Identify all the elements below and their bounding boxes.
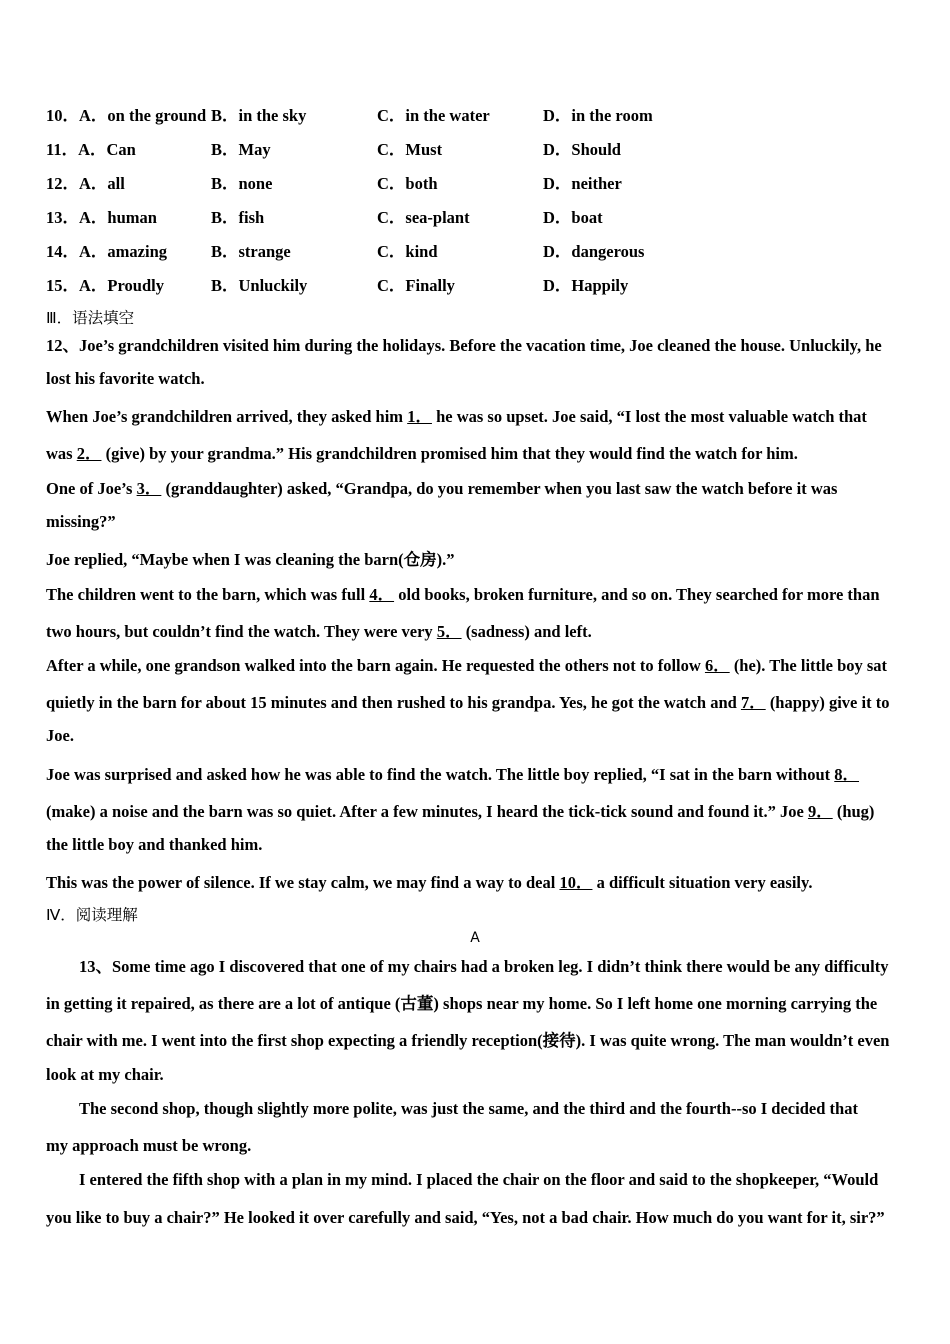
blank-9: 9． (807, 802, 833, 821)
reading-line: I entered the fifth shop with a plan in my mind. I placed the chair on the floor and said to the shopkeeper, “Would (79, 1170, 879, 1189)
option-a: 13．A．human (46, 208, 157, 227)
option-b: B．strange (211, 242, 291, 261)
passage-label: A (470, 930, 480, 946)
section-heading-reading: Ⅳ．阅读理解 (46, 906, 138, 924)
blank-3: 3． (136, 479, 162, 498)
grammar-line: quietly in the barn for about 15 minutes and then rushed to his grandpa. Yes, he got the watch and 7． (happy) give it to (46, 693, 890, 712)
option-row-15 (46, 272, 906, 295)
option-a: 14．A．amazing (46, 242, 167, 261)
grammar-line: Joe was surprised and asked how he was able to find the watch. The little boy replied, “I sat in the barn without 8． (46, 765, 860, 784)
reading-line: chair with me. I went into the first shop expecting a friendly reception(接待). I was quite wrong. The man wouldn’t even (46, 1031, 890, 1050)
option-c: C．in the water (377, 106, 490, 125)
option-b: B．May (211, 140, 271, 159)
blank-1: 1． (407, 407, 432, 426)
option-c: C．both (377, 174, 438, 193)
reading-line: in getting it repaired, as there are a lot of antique (古董) shops near my home. So I left home one morning carrying the (46, 994, 878, 1013)
reading-line: look at my chair. (46, 1065, 164, 1084)
blank-10: 10． (559, 873, 593, 892)
option-b: B．none (211, 174, 273, 193)
section-heading-grammar: Ⅲ．语法填空 (46, 309, 135, 327)
option-c: C．Finally (377, 276, 455, 295)
grammar-line: After a while, one grandson walked into the barn again. He requested the others not to follow 6． (he). The little boy sat (46, 656, 888, 675)
option-b: B．in the sky (211, 106, 307, 125)
blank-5: 5． (436, 622, 462, 641)
option-d: D．dangerous (543, 242, 645, 261)
option-d: D．Should (543, 140, 621, 159)
option-row-12 (46, 170, 906, 193)
grammar-line: 12、Joe’s grandchildren visited him during the holidays. Before the vacation time, Joe cleaned the house. Unluckily, he (46, 336, 882, 355)
option-b: B．fish (211, 208, 265, 227)
grammar-line: lost his favorite watch. (46, 369, 205, 388)
blank-6: 6． (704, 656, 730, 675)
option-d: D．neither (543, 174, 622, 193)
blank-7: 7． (740, 693, 766, 712)
blank-4: 4． (369, 585, 395, 604)
grammar-line: was 2． (give) by your grandma.” His grandchildren promised him that they would find the watch for him. (46, 444, 798, 463)
option-d: D．in the room (543, 106, 653, 125)
grammar-line: Joe. (46, 726, 74, 745)
option-a: 15．A．Proudly (46, 276, 164, 295)
option-a: 11．A．Can (46, 140, 136, 159)
option-a: 10．A．on the ground (46, 106, 207, 125)
reading-line: my approach must be wrong. (46, 1136, 252, 1155)
grammar-line: the little boy and thanked him. (46, 835, 263, 854)
grammar-line: The children went to the barn, which was full 4． old books, broken furniture, and so on. They searched for more than (46, 585, 880, 604)
option-row-14 (46, 238, 906, 261)
option-d: D．boat (543, 208, 603, 227)
blank-8: 8． (834, 765, 860, 784)
option-d: D．Happily (543, 276, 629, 295)
grammar-line: two hours, but couldn’t find the watch. They were very 5． (sadness) and left. (46, 622, 592, 641)
grammar-line: This was the power of silence. If we stay calm, we may find a way to deal 10． a difficult situation very easily. (46, 873, 813, 892)
option-b: B．Unluckily (211, 276, 308, 295)
option-c: C．sea-plant (377, 208, 470, 227)
reading-line: you like to buy a chair?” He looked it over carefully and said, “Yes, not a bad chair. How much do you want for it, sir?” (46, 1208, 885, 1227)
reading-line: 13、Some time ago I discovered that one of my chairs had a broken leg. I didn’t think there would be any difficulty (79, 957, 889, 976)
option-c: C．Must (377, 140, 443, 159)
option-a: 12．A．all (46, 174, 125, 193)
grammar-line: When Joe’s grandchildren arrived, they asked him 1． he was so upset. Joe said, “I lost the most valuable watch that (46, 407, 867, 426)
blank-2: 2． (76, 444, 102, 463)
option-row-11 (46, 136, 906, 159)
grammar-line: One of Joe’s 3． (granddaughter) asked, “Grandpa, do you remember when you last saw the watch before it was (46, 479, 838, 498)
option-row-10 (46, 102, 906, 125)
option-row-13 (46, 204, 906, 227)
grammar-line: missing?” (46, 512, 116, 531)
option-c: C．kind (377, 242, 438, 261)
grammar-line: Joe replied, “Maybe when I was cleaning the barn(仓房).” (46, 550, 455, 569)
grammar-line: (make) a noise and the barn was so quiet. After a few minutes, I heard the tick-tick sound and found it.” Joe 9． (hug) (46, 802, 875, 821)
reading-line: The second shop, though slightly more polite, was just the same, and the third and the fourth--so I decided that (79, 1099, 858, 1118)
